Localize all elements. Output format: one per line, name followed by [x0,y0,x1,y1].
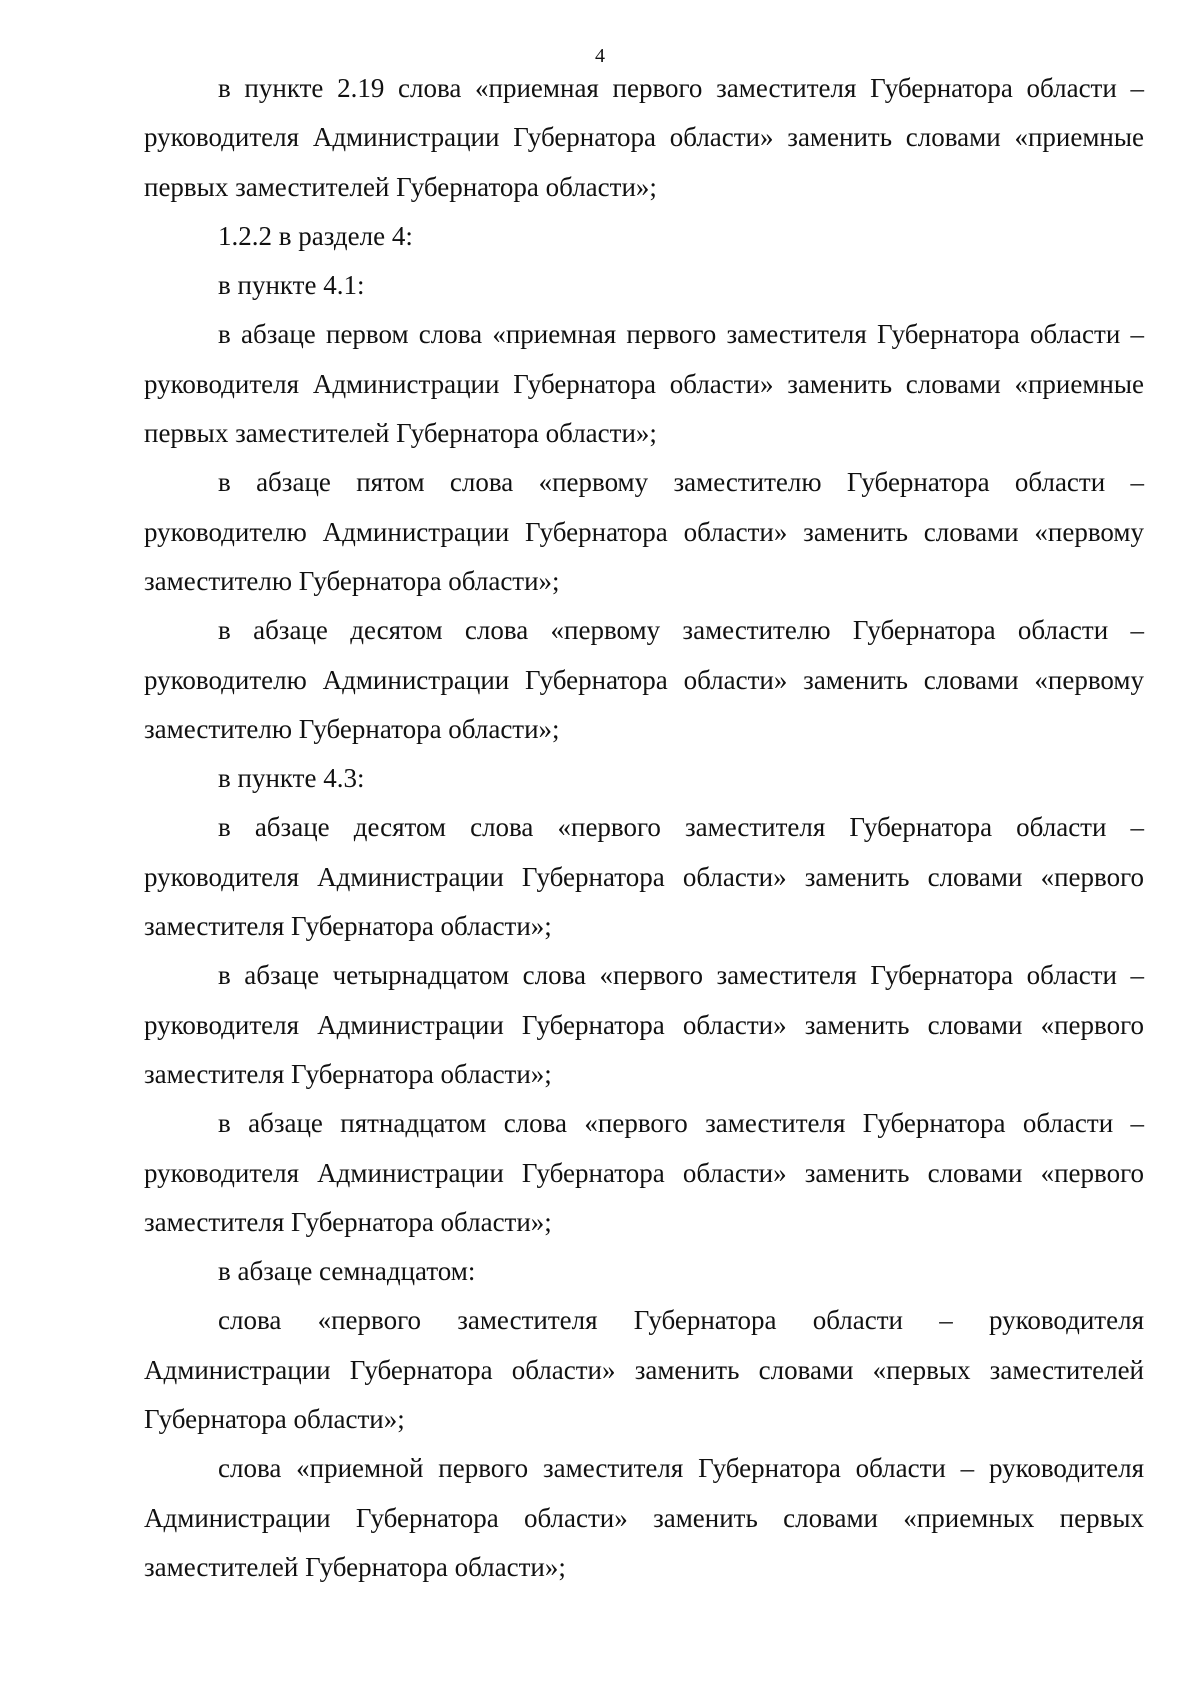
paragraph-2-19: в пункте 2.19 слова «приемная первого заместителя Губернатора области – руководителя Администрации Губернатора области» заменить словами «приемные первых заместителей Губернатора области»; [144,73,1144,202]
document-body [144,64,1144,1592]
page-number: 4 [595,45,605,67]
paragraph-4-3-tenth: в абзаце десятом слова «первого заместителя Губернатора области – руководителя Администрации Губернатора области» заменить словами «первого заместителя Губернатора области»; [144,812,1144,942]
paragraph-4-3-seventeenth-heading: в абзаце семнадцатом: [218,1256,476,1287]
paragraph-4-1-fifth: в абзаце пятом слова «первому заместителю Губернатора области – руководителю Администрации Губернатора области» заменить словами «первому заместителю Губернатора области»; [144,467,1144,596]
paragraph-4-3-fourteenth: в абзаце четырнадцатом слова «первого заместителя Губернатора области – руководителя Администрации Губернатора области» заменить словами «первого заместителя Губернатора области»; [144,960,1144,1089]
paragraph-seventeenth-item-2: слова «приемной первого заместителя Губернатора области – руководителя Администрации Губернатора области» заменить словами «приемных первых заместителей Губернатора области»; [144,1453,1144,1582]
paragraph-4-1-heading: в пункте 4.1: [218,270,365,301]
paragraph-seventeenth-item-1: слова «первого заместителя Губернатора области – руководителя Администрации Губернатора области» заменить словами «первых заместителей Губернатора области»; [144,1305,1144,1435]
paragraph-4-1-tenth: в абзаце десятом слова «первому заместителю Губернатора области – руководителю Администрации Губернатора области» заменить словами «первому заместителю Губернатора области»; [144,615,1144,744]
paragraph-4-3-fifteenth: в абзаце пятнадцатом слова «первого заместителя Губернатора области – руководителя Администрации Губернатора области» заменить словами «первого заместителя Губернатора области»; [144,1108,1144,1237]
paragraph-4-3-heading: в пункте 4.3: [218,763,365,794]
paragraph-4-1-first: в абзаце первом слова «приемная первого заместителя Губернатора области – руководителя Администрации Губернатора области» заменить словами «приемные первых заместителей Губернатора области»; [144,319,1144,449]
paragraph-1-2-2-heading: 1.2.2 в разделе 4: [218,220,413,251]
